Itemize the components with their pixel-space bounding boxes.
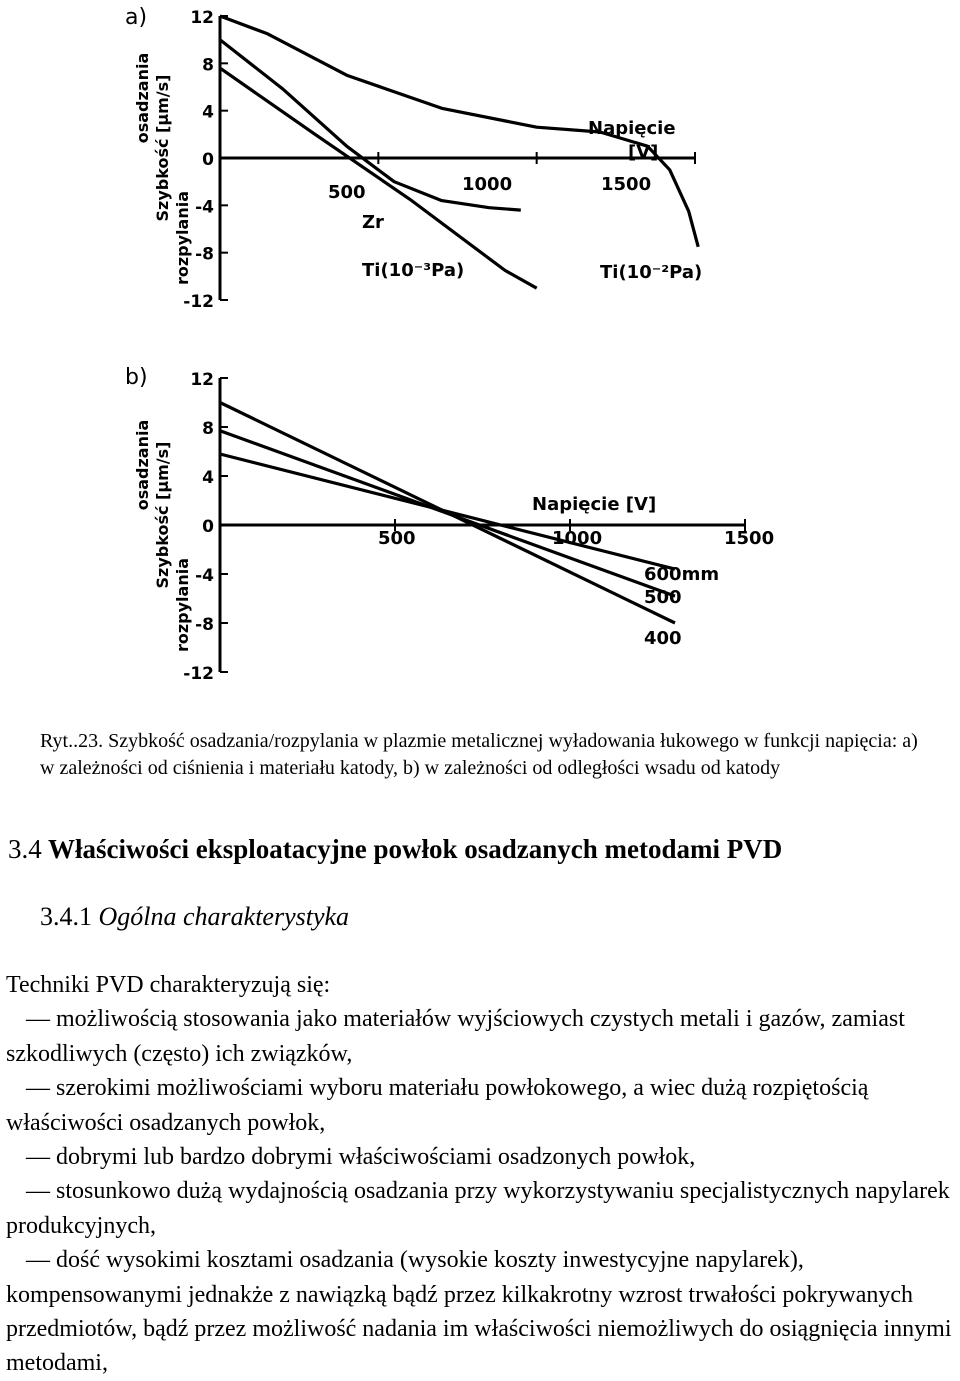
panel-label: b) <box>125 365 148 390</box>
list-item <box>6 1140 954 1174</box>
subsection-heading <box>40 902 349 932</box>
chart-a <box>0 0 960 320</box>
y-axis-label <box>133 420 192 652</box>
chart-b <box>0 360 960 690</box>
y-tick-label: -12 <box>183 664 214 684</box>
y-tick-label: -4 <box>195 566 214 586</box>
list-item-text: stosunkowo dużą wydajnością osadzania przy wykorzystywaniu specjalistycznych napylarek produkcyjnych, <box>6 1178 950 1239</box>
subsection-number: 3.4.1 <box>40 902 92 931</box>
em-dash: — <box>26 1247 50 1274</box>
annotation-600mm: 600mm <box>644 564 720 585</box>
list-item <box>6 1174 954 1243</box>
annotation-400: 400 <box>644 628 682 649</box>
list-item <box>6 1071 954 1140</box>
annotation-zr: Zr <box>362 212 384 233</box>
y-tick-label: 0 <box>202 517 214 537</box>
y-label-bottom: rozpylania <box>173 190 192 286</box>
list-item <box>6 1243 954 1381</box>
y-tick-label: 8 <box>202 419 214 439</box>
list-item-text: dość wysokimi kosztami osadzania (wysokie koszty inwestycyjne napylarek), kompensowanymi jednakże z nawiązką bądź przez kilkakrotny wzrost trwałości pokrywanych przedmiotów, bądź przez możliwość nadania im właściwości niemożliwych do osiągnięcia innymi metodami, <box>6 1247 952 1377</box>
annotation-ti-1e-2: Ti(10⁻²Pa) <box>600 262 703 283</box>
y-label-main: Szybkość [μm/s] <box>153 441 172 589</box>
y-tick-label: 4 <box>202 102 214 123</box>
annotation-500: 500 <box>328 182 366 203</box>
section-heading <box>8 834 782 865</box>
y-tick-label: 4 <box>202 468 214 488</box>
y-tick-label: -4 <box>195 197 214 218</box>
x-tick-label: 500 <box>378 528 416 549</box>
y-tick-label: 8 <box>202 55 214 76</box>
body-text <box>6 968 954 1381</box>
figure-caption: Ryt..23. Szybkość osadzania/rozpylania w plazmie metalicznej wyładowania łukowego w funkcji napięcia: a) w zależności od ciśnienia i materiału katody, b) w zależności od odległości wsadu od katody <box>40 730 918 779</box>
y-tick-label: 12 <box>190 370 214 390</box>
x-tick-label: 1500 <box>724 528 775 549</box>
annotation-1500: 1500 <box>601 174 652 195</box>
y-axis-label <box>133 53 192 285</box>
chart-b-svg <box>0 360 960 690</box>
x-tick-label: 1000 <box>552 528 603 549</box>
y-label-top: osadzania <box>133 52 152 144</box>
section-title: Właściwości eksploatacyjne powłok osadzanych metodami PVD <box>48 834 783 864</box>
em-dash: — <box>26 1075 50 1102</box>
panel-label: a) <box>125 5 148 30</box>
annotation-v: [V] <box>628 142 659 163</box>
subsection-title: Ogólna charakterystyka <box>98 902 350 931</box>
y-tick-label: -8 <box>195 615 214 635</box>
annotation-napiecie-v: Napięcie [V] <box>532 494 657 515</box>
em-dash: — <box>26 1178 50 1205</box>
y-tick-label: -8 <box>195 244 214 265</box>
y-tick-label: 0 <box>202 150 214 170</box>
list-item-text: szerokimi możliwościami wyboru materiału powłokowego, a wiec dużą rozpiętością właściwości osadzanych powłok, <box>6 1075 869 1136</box>
y-tick-label: 12 <box>190 8 214 28</box>
em-dash: — <box>26 1144 50 1171</box>
chart-a-svg <box>0 0 960 320</box>
y-label-top: osadzania <box>133 419 152 511</box>
body-intro: Techniki PVD charakteryzują się: <box>6 972 331 998</box>
y-tick-label: -12 <box>183 292 214 312</box>
annotation-napiecie: Napięcie <box>588 118 676 139</box>
annotation-500: 500 <box>644 587 682 608</box>
section-number: 3.4 <box>8 834 42 864</box>
annotation-1000: 1000 <box>462 174 513 195</box>
list-item-text: dobrymi lub bardzo dobrymi właściwościami osadzonych powłok, <box>56 1144 696 1171</box>
list-item-text: możliwością stosowania jako materiałów wyjściowych czystych metali i gazów, zamiast szkodliwych (często) ich związków, <box>6 1006 905 1067</box>
y-label-bottom: rozpylania <box>173 557 192 653</box>
list-item <box>6 1002 954 1071</box>
em-dash: — <box>26 1006 50 1033</box>
annotation-ti-1e-3: Ti(10⁻³Pa) <box>362 260 465 281</box>
y-label-main: Szybkość [μm/s] <box>153 74 172 222</box>
